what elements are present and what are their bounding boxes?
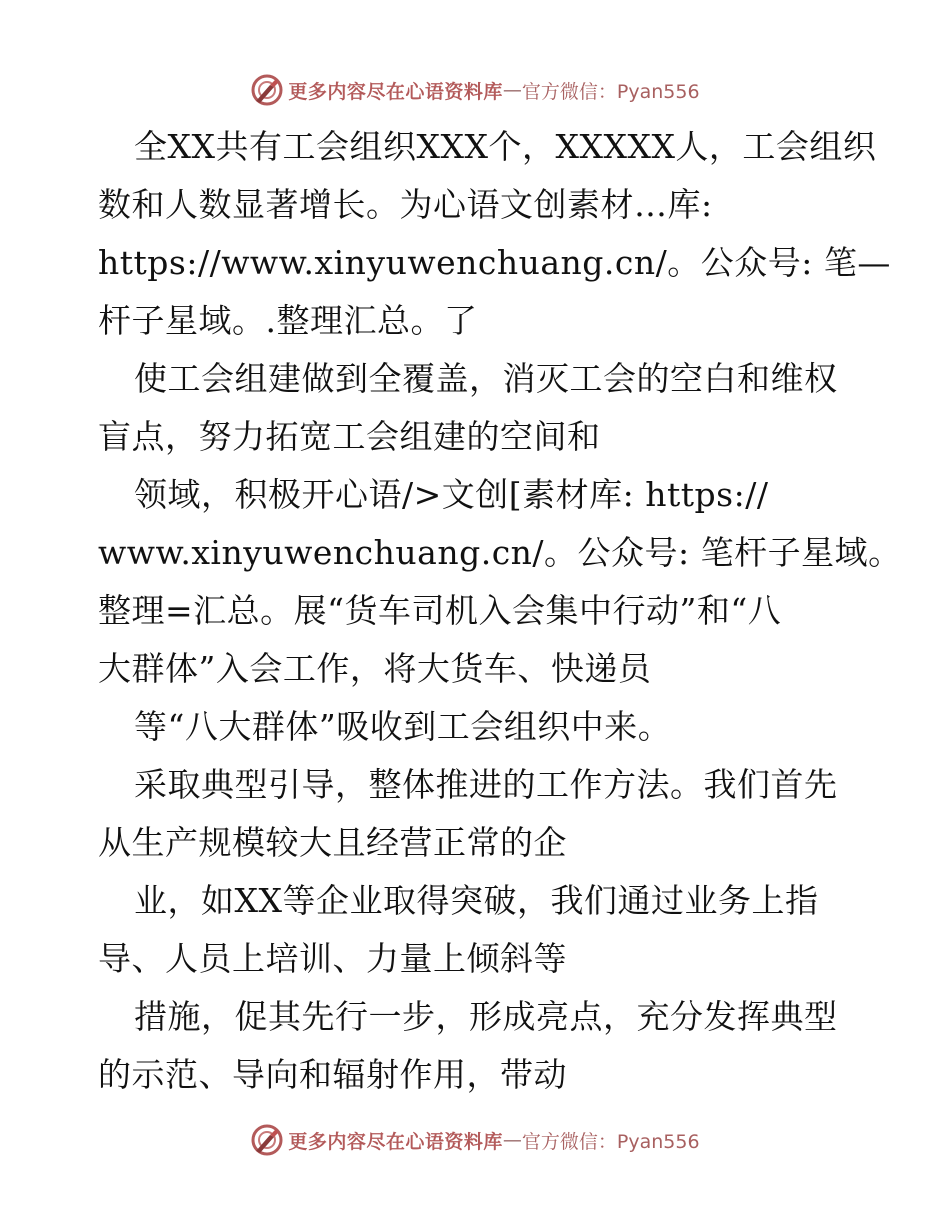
text-line: 导、人员上培训、力量上倾斜等	[98, 939, 567, 978]
pen-logo-icon	[250, 73, 284, 107]
text-line: 领域，积极开心语/>文创[素材库: https://	[134, 475, 769, 514]
footer-banner	[0, 1120, 950, 1160]
text-line: https://www.xinyuwenchuang.cn/。公众号: 笔—	[98, 243, 891, 282]
banner-separator: —	[502, 79, 522, 101]
text-line: 盲点，努力拓宽工会组建的空间和	[98, 417, 601, 456]
text-line: 全XX共有工会组织XXX个，XXXXX人，工会组织	[134, 127, 877, 166]
banner-text: 更多内容尽在心语资料库	[288, 1130, 503, 1153]
banner-wechat: 官方微信：Pyan556	[521, 1130, 700, 1153]
text-line: 措施，促其先行一步，形成亮点，充分发挥典型	[134, 997, 838, 1036]
text-line: 整理=汇总。展“货车司机入会集中行动”和“八	[98, 591, 782, 630]
banner-wechat: 官方微信：Pyan556	[521, 80, 700, 103]
document-body	[98, 118, 902, 1104]
banner-separator: —	[502, 1129, 522, 1151]
text-line: 从生产规模较大且经营正常的企	[98, 823, 567, 862]
text-line: 采取典型引导，整体推进的工作方法。我们首先	[134, 765, 838, 804]
pen-logo-icon	[250, 1123, 284, 1157]
text-line: 业，如XX等企业取得突破，我们通过业务上指	[134, 881, 819, 920]
text-line: 使工会组建做到全覆盖，消灭工会的空白和维权	[134, 359, 838, 398]
text-line: 大群体”入会工作，将大货车、快递员	[98, 649, 652, 688]
banner-text: 更多内容尽在心语资料库	[288, 80, 503, 103]
text-line: 的示范、导向和辐射作用，带动	[98, 1055, 567, 1094]
text-line: 等“八大群体”吸收到工会组织中来。	[134, 707, 672, 746]
text-line: 杆子星域。.整理汇总。了	[98, 301, 478, 340]
text-line: www.xinyuwenchuang.cn/。公众号: 笔杆子星域。	[98, 533, 902, 572]
text-line: 数和人数显著增长。为心语文创素材…库:	[98, 185, 713, 224]
header-banner	[0, 70, 950, 110]
